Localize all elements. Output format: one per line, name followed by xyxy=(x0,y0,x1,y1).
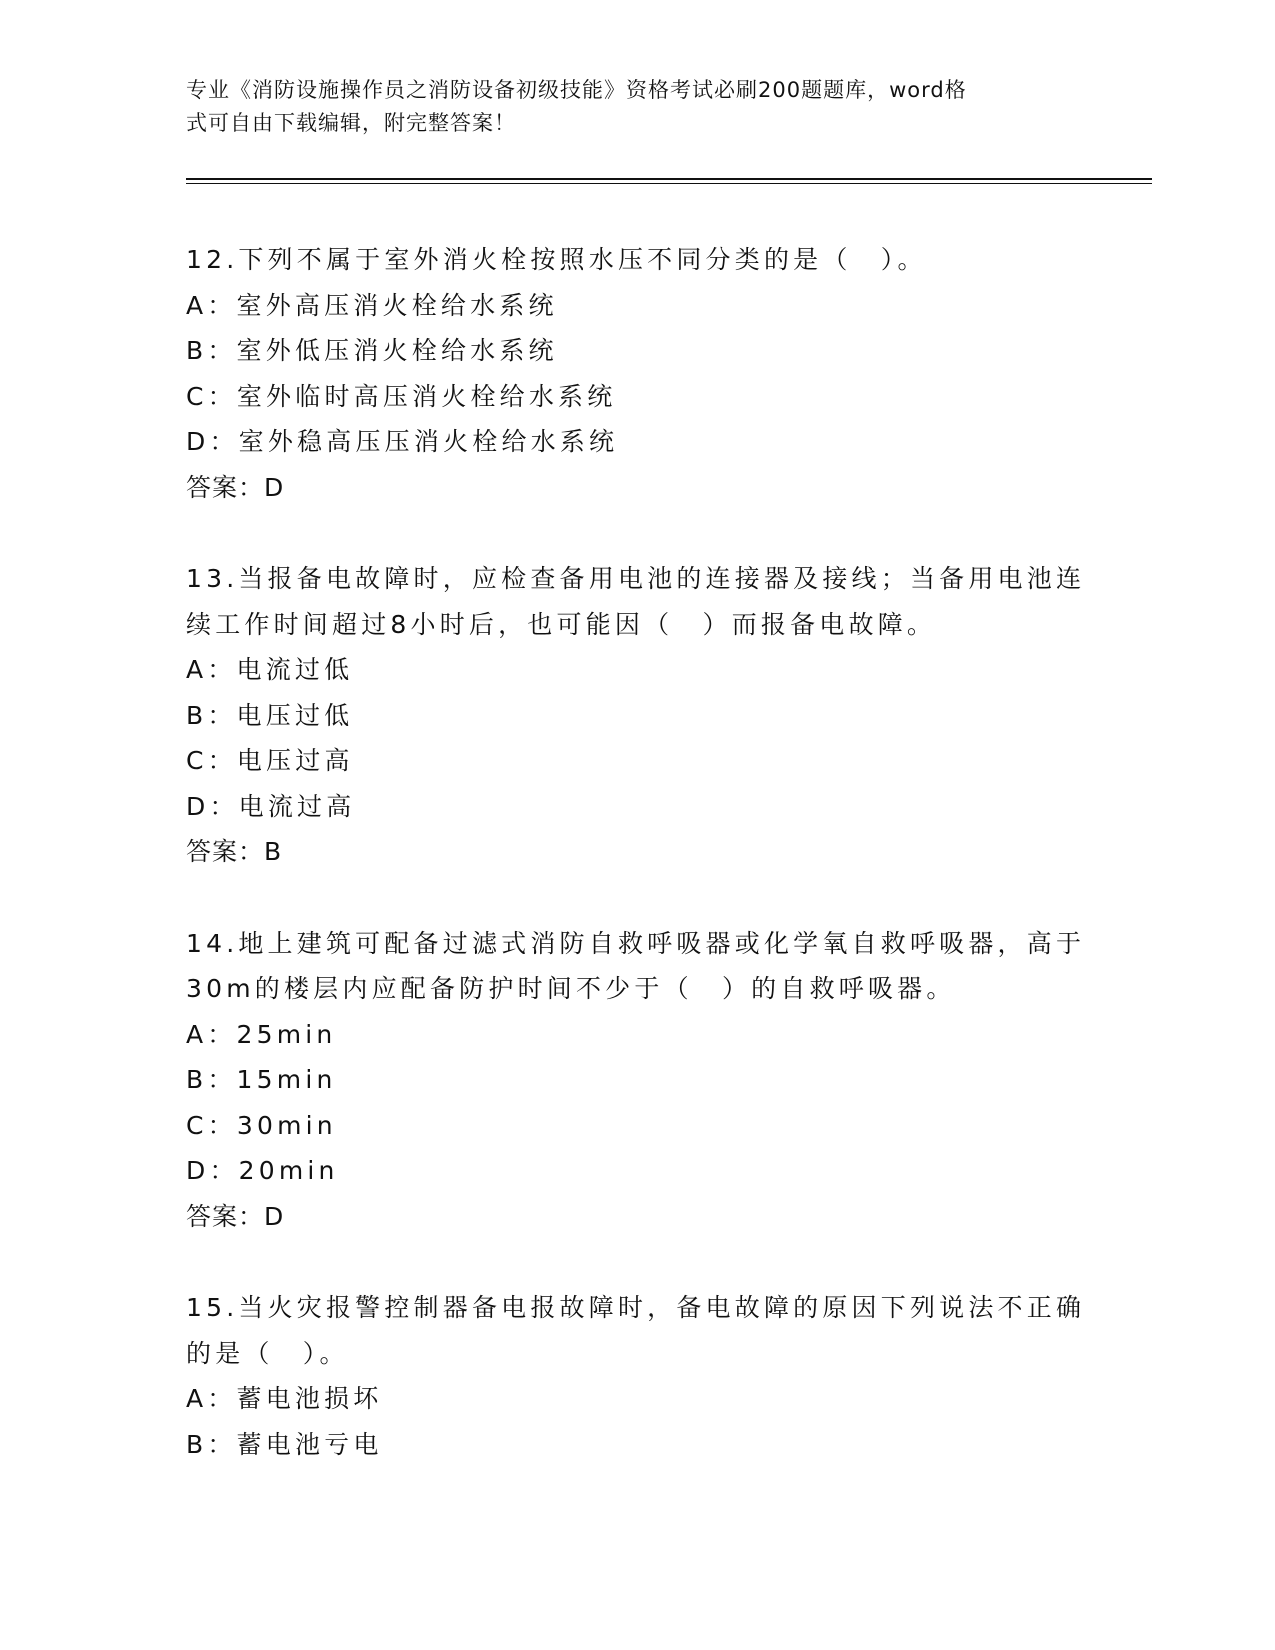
option-d: D：20min xyxy=(186,1156,339,1185)
option-b: B：15min xyxy=(186,1065,337,1094)
stem-line: 12.下列不属于室外消火栓按照水压不同分类的是（ ）。 xyxy=(186,245,927,274)
option-a: A：25min xyxy=(186,1019,337,1049)
question-14 xyxy=(186,921,1086,1240)
header-line-1: 专业《消防设施操作员之消防设备初级技能》资格考试必刷200题题库，word格 xyxy=(186,78,967,102)
header-divider xyxy=(186,178,1152,184)
option-d: D：室外稳高压压消火栓给水系统 xyxy=(186,427,619,456)
stem-line: 续工作时间超过8小时后，也可能因（ ）而报备电故障。 xyxy=(186,609,937,639)
answer-line: 答案：B xyxy=(186,837,283,866)
question-list xyxy=(186,237,1086,1513)
stem-line: 15.当火灾报警控制器备电报故障时，备电故障的原因下列说法不正确 xyxy=(186,1293,1086,1322)
option-b: B：蓄电池亏电 xyxy=(186,1429,383,1459)
option-a: A：室外高压消火栓给水系统 xyxy=(186,290,558,320)
stem-line: 的是（ ）。 xyxy=(186,1338,349,1368)
question-13 xyxy=(186,556,1086,875)
answer-line: 答案：D xyxy=(186,472,285,502)
question-stem xyxy=(186,921,1086,1012)
question-stem xyxy=(186,1285,1086,1376)
question-15 xyxy=(186,1285,1086,1467)
question-12 xyxy=(186,237,1086,510)
stem-line: 13.当报备电故障时，应检查备用电池的连接器及接线；当备用电池连 xyxy=(186,564,1086,593)
answer-line: 答案：D xyxy=(186,1201,285,1231)
question-stem xyxy=(186,556,1086,647)
header-line-2: 式可自由下载编辑，附完整答案！ xyxy=(186,111,516,135)
option-c: C：电压过高 xyxy=(186,746,354,775)
option-d: D：电流过高 xyxy=(186,791,356,821)
document-header xyxy=(186,74,1086,140)
option-a: A：蓄电池损坏 xyxy=(186,1384,383,1413)
stem-line: 14.地上建筑可配备过滤式消防自救呼吸器或化学氧自救呼吸器，高于 xyxy=(186,928,1086,958)
stem-line: 30m的楼层内应配备防护时间不少于（ ）的自救呼吸器。 xyxy=(186,974,956,1003)
option-b: B：室外低压消火栓给水系统 xyxy=(186,336,558,365)
question-stem xyxy=(186,237,1086,283)
option-c: C：室外临时高压消火栓给水系统 xyxy=(186,381,617,411)
option-b: B：电压过低 xyxy=(186,700,354,730)
option-c: C：30min xyxy=(186,1110,337,1140)
option-a: A：电流过低 xyxy=(186,655,354,684)
